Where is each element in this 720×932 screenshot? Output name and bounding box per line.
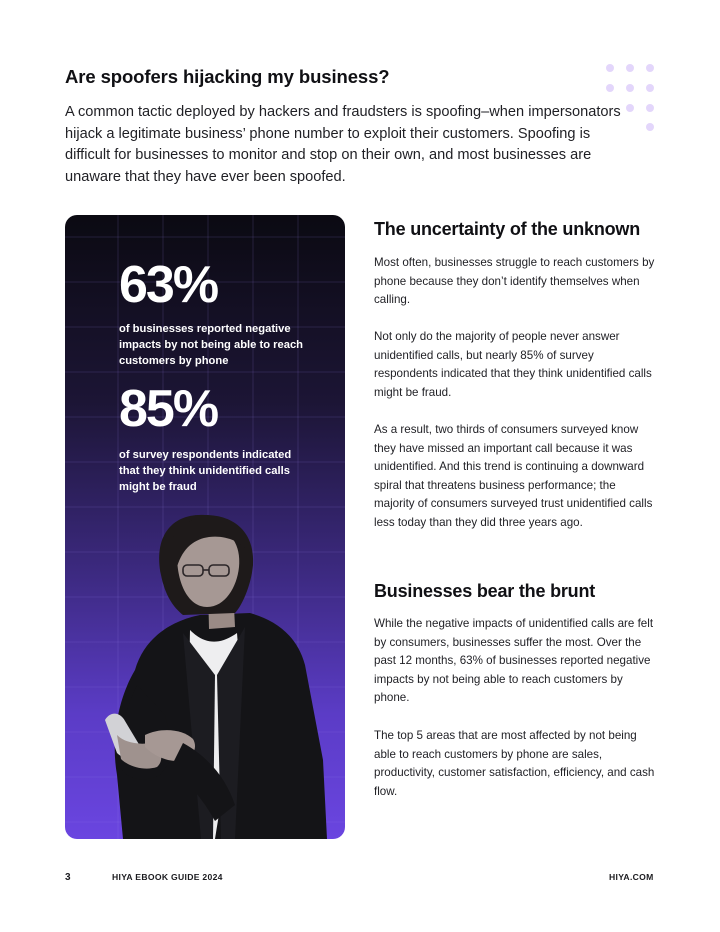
- paragraph-uncertainty-2: Not only do the majority of people never answer unidentified calls, but nearly 85% of survey respondents indicated that they think unidentified calls might be fraud.: [374, 330, 652, 399]
- intro-paragraph: A common tactic deployed by hackers and fraudsters is spoofing–when impersonators hijack a legitimate business’ phone number to exploit their customers. Spoofing is difficult for businesses to monitor and stop on their own, and most businesses are unaware that they have ever been spoofed.: [65, 104, 621, 185]
- stat-value-1: 63%: [119, 256, 218, 314]
- section-title-uncertainty: The uncertainty of the unknown: [374, 219, 641, 239]
- stat-value-2: 85%: [119, 380, 218, 438]
- stat-caption-1: of businesses reported negative impacts by not being able to reach customers by phone: [119, 323, 304, 367]
- footer-guide-label: HIYA EBOOK GUIDE 2024: [112, 872, 223, 882]
- footer-site-link[interactable]: HIYA.COM: [609, 872, 654, 882]
- section-title-brunt: Businesses bear the brunt: [374, 581, 596, 601]
- paragraph-uncertainty-1: Most often, businesses struggle to reach customers by phone because they don’t identify themselves when calling.: [374, 256, 655, 307]
- page-number: 3: [65, 872, 71, 883]
- page-title: Are spoofers hijacking my business?: [65, 66, 390, 87]
- stats-panel: [65, 215, 345, 839]
- paragraph-uncertainty-3: As a result, two thirds of consumers surveyed know they have missed an important call because it was unidentified. And this trend is continuing a downward spiral that threatens business performance; the majority of consumers surveyed trust unidentified calls less today than they did three years ago.: [374, 423, 653, 529]
- paragraph-brunt-1: While the negative impacts of unidentified calls are felt by consumers, businesses suffer the most. Over the past 12 months, 63% of businesses reported negative impacts by not being able to reach customers by phone.: [374, 617, 654, 705]
- paragraph-brunt-2: The top 5 areas that are most affected by not being able to reach customers by phone are sales, productivity, customer satisfaction, efficiency, and cash flow.: [374, 729, 655, 798]
- woman-with-phone-photo: [65, 215, 345, 839]
- stat-caption-2: of survey respondents indicated that they think unidentified calls might be fraud: [119, 449, 292, 493]
